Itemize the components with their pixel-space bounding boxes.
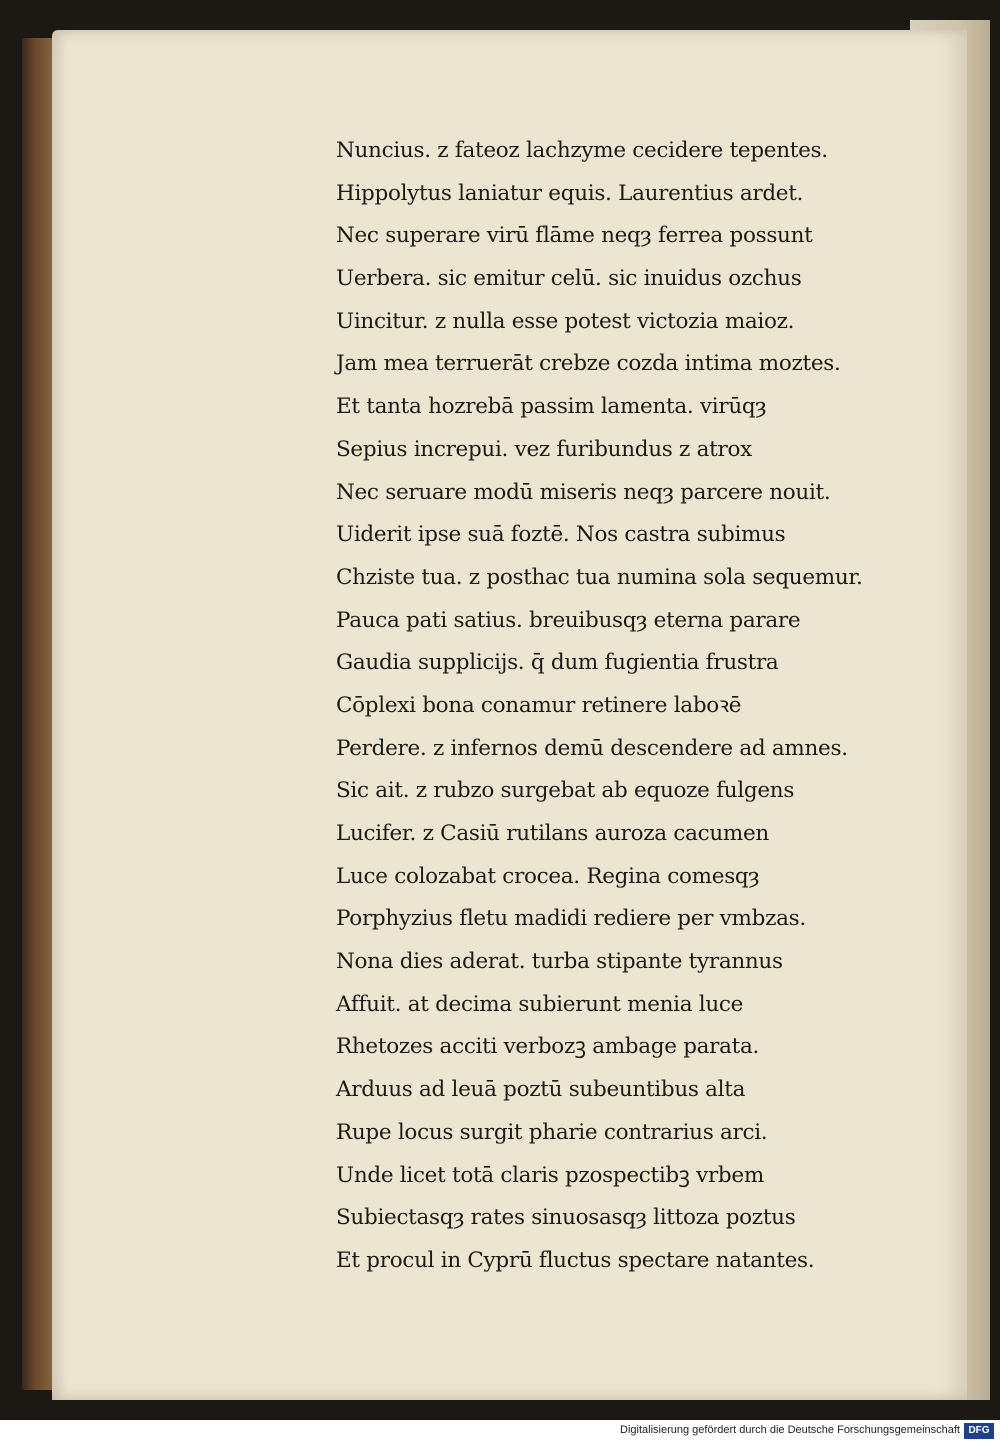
verse-line: Et tanta hozrebā passim lamenta. virūqȝ [336,394,767,420]
verse-line: Et procul in Cyprū fluctus spectare natantes. [336,1247,815,1273]
verse-line: Lucifer. z Casiū rutilans auroza cacumen [336,821,769,846]
verse-line: Hippolytus laniatur equis. Laurentius ardet. [336,180,804,206]
verse-line: Pauca pati satius. breuibusqȝ eterna parare [336,607,801,633]
verse-line: Gaudia supplicijs. q̄ dum fugientia frustra [336,650,779,676]
book-spine [22,38,56,1390]
verse-block [336,130,896,1283]
verse-line: Perdere. z infernos demū descendere ad amnes. [336,735,848,761]
verse-line: Nec superare virū flāme neqȝ ferrea possunt [336,223,813,249]
verse-line: Luce colozabat crocea. Regina comesqȝ [336,863,760,889]
verse-line: Rupe locus surgit pharie contrarius arci. [336,1119,768,1145]
verse-line: Nona dies aderat. turba stipante tyrannus [336,949,783,975]
verse-line: Sic ait. z rubzo surgebat ab equoze fulgens [336,778,795,804]
footer-bar [0,1420,1000,1443]
verse-line: Sepius increpui. vez furibundus z atrox [336,436,752,462]
verse-line: Porphyzius fletu madidi rediere per vmbzas. [336,906,806,932]
dfg-logo[interactable]: DFG [964,1423,994,1439]
verse-line: Nuncius. z fateoz lachzyme cecidere tepentes. [336,138,828,163]
verse-line: Chziste tua. z posthac tua numina sola sequemur. [336,564,863,590]
verse-line: Uiderit ipse suā foztē. Nos castra subimus [336,522,786,548]
verse-line: Jam mea terruerāt crebze cozda intima moztes. [336,351,841,377]
verse-line: Affuit. at decima subierunt menia luce [336,991,744,1017]
verse-line: Uincitur. z nulla esse potest victozia maioz. [336,308,795,334]
verse-line: Uerbera. sic emitur celū. sic inuidus ozchus [336,266,802,292]
verse-line: Nec seruare modū miseris neqȝ parcere nouit. [336,479,831,505]
verse-line: Arduus ad leuā poztū subeuntibus alta [336,1077,746,1103]
verse-line: Rhetozes acciti verbozꝫ ambage parata. [336,1034,760,1060]
book-page [52,30,967,1400]
verse-line: Subiectasqȝ rates sinuosasqȝ littoza poztus [336,1205,796,1231]
verse-line: Cōplexi bona conamur retinere laboꝛē [336,692,742,718]
verse-line: Unde licet totā claris pzospectibꝫ vrbem [336,1162,764,1188]
funding-credit: Digitalisierung gefördert durch die Deutsche Forschungsgemeinschaft [620,1424,960,1436]
